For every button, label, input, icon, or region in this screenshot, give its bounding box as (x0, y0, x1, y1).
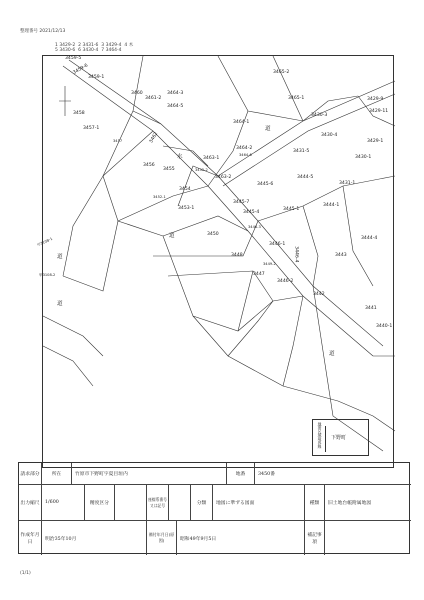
parcel-label: 3459-1 (88, 75, 105, 80)
parcel-label: 3464-6 (239, 153, 252, 157)
parcel-label: 3463-1 (203, 156, 220, 161)
installed-value: 昭和49年9月5日 (177, 521, 305, 555)
label-request: 請求部分 (19, 463, 42, 485)
parcel-label: 3457-1 (83, 126, 100, 131)
parcel-label: 3429-11 (369, 109, 389, 114)
cadastral-map (36, 55, 394, 468)
parcel-label: 3457 (113, 139, 123, 143)
parcel-label: 3446-1 (269, 242, 286, 247)
parcel-label: 3454 (179, 187, 191, 192)
classification-value: 地図に準ずる図面 (213, 485, 305, 521)
accuracy-value (115, 485, 147, 521)
parcel-label: 3458 (73, 111, 85, 116)
parcel-label: 3444-4 (361, 236, 378, 241)
created-value: 明治35年10月 (42, 521, 147, 555)
parcel-label: 3459-5 (65, 56, 82, 61)
label-scale: 出力縮尺 (19, 485, 42, 521)
water-label: 水 (177, 154, 183, 160)
parcel-label: 3443 (335, 253, 347, 258)
parcel-label: 3459-6 (72, 63, 90, 76)
parcel-label: 3462 (149, 131, 160, 145)
map-legend (312, 419, 369, 456)
parcel-label: 3430-3 (311, 113, 328, 118)
location-value: 竹原市下野町字夏目垣内 (72, 463, 227, 485)
label-accuracy: 精度区分 (85, 485, 115, 521)
label-kind: 種類 (305, 485, 325, 521)
parcel-label: 3452-1 (153, 195, 166, 199)
parcel-label: 3453-1 (178, 206, 195, 211)
parcel-label: 3446-2 (277, 279, 294, 284)
parcel-label: 3455 (163, 167, 175, 172)
label-notes: 補記事項 (305, 521, 325, 555)
parcel-label: 3445-4 (243, 210, 260, 215)
index-row-1: 1 3429-2 2 3431-6 3 3429-4 4 木 (55, 43, 134, 48)
road-label: 道 (329, 351, 335, 357)
parcel-label: 3464-5 (167, 104, 184, 109)
parcel-label: 3448 (231, 253, 243, 258)
parcel-label: 3463-2 (215, 175, 232, 180)
parcel-label: 3456 (143, 163, 155, 168)
label-classification: 分類 (191, 485, 213, 521)
parcel-label: 3464-3 (167, 91, 184, 96)
parcel-label: 3449-2 (263, 262, 276, 266)
parcel-label: 3464-2 (236, 146, 253, 151)
label-installed: 備付年月日(原図) (147, 521, 177, 555)
side-parcel-label: 甲3108-1 (36, 236, 54, 248)
parcel-label: 3429-9 (367, 97, 384, 102)
parcel-label: 3430-1 (355, 155, 372, 160)
page-number: (1/1) (20, 571, 31, 576)
parcel-label: 3446-4 (293, 246, 299, 263)
parcel-label: 3446-3 (248, 225, 261, 229)
legend-line (325, 426, 326, 452)
parcel-label: 3461-2 (145, 96, 162, 101)
parcel-label: 3430-4 (321, 133, 338, 138)
map-lines (43, 56, 395, 469)
parcel-label: 3431-5 (293, 149, 310, 154)
road-label: 道 (57, 254, 63, 260)
label-created: 作成年月日 (19, 521, 42, 555)
parcel-label: 3445-7 (233, 200, 250, 205)
index-row-2: 5 3430-6 6 3430-4 7 3464-4 (55, 48, 122, 53)
label-lot-number: 地番 (227, 463, 255, 485)
legend-caption: 地番区域境界線 (318, 422, 323, 449)
parcel-label: 3429-1 (367, 139, 384, 144)
side-parcel-label: 甲3108-2 (39, 273, 56, 277)
parcel-label: 3445-1 (283, 207, 300, 212)
kind-value: 旧土地台帳附属地図 (325, 485, 411, 521)
label-location: 所在 (42, 463, 72, 485)
parcel-label: 3444-1 (323, 203, 340, 208)
lot-number-value: 3450番 (255, 463, 411, 485)
road-label: 道 (265, 126, 271, 132)
parcel-label: 3431-1 (339, 181, 356, 186)
parcel-label: 3444-5 (297, 175, 314, 180)
parcel-label: 3465-2 (273, 70, 290, 75)
document-date: 整理番号 2021/12/13 (20, 29, 66, 34)
parcel-label: 3442 (313, 292, 325, 297)
parcel-label: 3441 (365, 306, 377, 311)
coordinate-system-value (169, 485, 191, 521)
road-label: 道 (57, 301, 63, 307)
legend-town-name: 下野町 (331, 435, 347, 441)
parcel-label: 3447 (253, 272, 265, 277)
parcel-label: 3464-1 (233, 120, 250, 125)
parcel-label: 3465-1 (288, 96, 305, 101)
notes-value (325, 521, 411, 555)
parcel-label: 3440-1 (376, 324, 393, 329)
road-label: 道 (169, 233, 175, 239)
parcel-label: 3450 (207, 232, 219, 237)
parcel-label: 3460 (131, 91, 143, 96)
parcel-label: 3445-6 (257, 182, 274, 187)
info-table (18, 462, 410, 554)
scale-value: 1/600 (42, 485, 85, 521)
parcel-label: 3452-2 (195, 168, 208, 172)
label-coordinate-system: 座標系番号又は記号 (147, 485, 169, 521)
